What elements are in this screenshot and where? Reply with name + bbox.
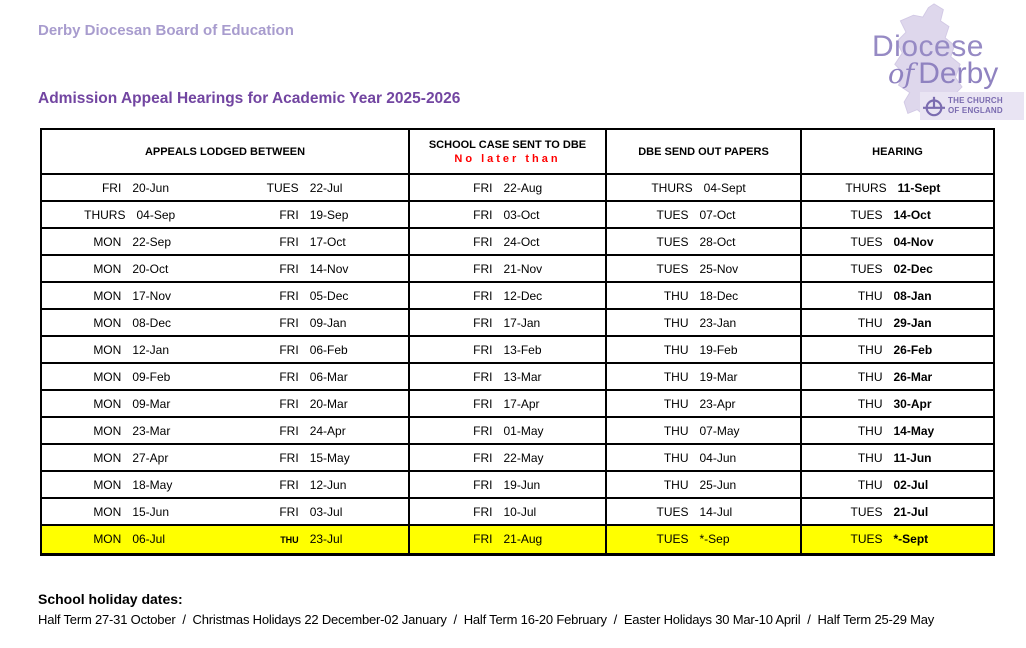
date-label: 29-Jan	[893, 315, 932, 330]
date-label: 22-Jul	[309, 180, 343, 195]
cell-hearing	[801, 525, 994, 554]
date-label: 12-Jun	[309, 477, 347, 492]
table-row	[41, 201, 994, 228]
table-row	[41, 255, 994, 282]
day-label: FRI	[473, 423, 493, 438]
day-label: MON	[93, 450, 122, 465]
day-label: TUES	[850, 504, 883, 519]
coe-line2: OF ENGLAND	[948, 106, 1003, 115]
date-label: 23-Mar	[132, 423, 171, 438]
day-label: FRI	[279, 288, 299, 303]
cell-dbe-send-papers	[606, 471, 801, 498]
cell-dbe-send-papers	[606, 309, 801, 336]
date-label: 20-Oct	[132, 261, 169, 276]
date-label: 11-Jun	[893, 450, 932, 465]
cell-school-case-sent	[409, 174, 606, 201]
date-label: *-Sept	[893, 532, 929, 547]
day-label: TUES	[656, 234, 689, 249]
day-label: THU	[663, 477, 689, 492]
day-label: THU	[663, 315, 689, 330]
hearings-table	[40, 128, 995, 556]
date-label: 13-Feb	[503, 342, 542, 357]
coe-line1: THE CHURCH	[948, 96, 1003, 106]
date-label: 25-Nov	[699, 261, 739, 276]
cell-school-case-sent	[409, 444, 606, 471]
cell-dbe-send-papers	[606, 201, 801, 228]
cell-appeals-lodged	[41, 174, 409, 201]
date-label: 08-Dec	[132, 315, 171, 330]
date-label: 26-Mar	[893, 369, 933, 384]
logo-diocese-text: Diocese	[872, 30, 984, 63]
cell-appeals-lodged	[41, 255, 409, 282]
cell-dbe-send-papers	[606, 498, 801, 525]
date-label: 15-May	[309, 450, 350, 465]
cell-appeals-lodged	[41, 417, 409, 444]
day-label: TUES	[656, 207, 689, 222]
header-hearing	[801, 129, 994, 174]
org-title: Derby Diocesan Board of Education	[38, 22, 294, 39]
date-label: 14-Nov	[309, 261, 349, 276]
date-label: 04-Sept	[703, 180, 746, 195]
date-label: 17-Oct	[309, 234, 346, 249]
date-label: 24-Oct	[503, 234, 540, 249]
cell-school-case-sent	[409, 363, 606, 390]
day-label: THU	[857, 342, 883, 357]
day-label: FRI	[279, 369, 299, 384]
date-label: *-Sep	[699, 532, 730, 547]
logo-derby-text: Derby	[918, 57, 999, 90]
church-of-england-cross-icon	[923, 95, 945, 117]
cell-school-case-sent	[409, 336, 606, 363]
church-of-england-label	[948, 96, 1003, 115]
table-row-highlighted	[41, 525, 994, 554]
table-row	[41, 444, 994, 471]
header-school-case	[409, 129, 606, 174]
header-appeals-lodged	[41, 129, 409, 174]
date-label: 09-Feb	[132, 369, 171, 384]
date-label: 18-Dec	[699, 288, 739, 303]
holiday-dates-heading: School holiday dates:	[38, 591, 183, 607]
day-label: THURS	[651, 180, 693, 195]
date-label: 23-Jul	[309, 532, 343, 547]
cell-school-case-sent	[409, 417, 606, 444]
cell-school-case-sent	[409, 282, 606, 309]
day-label: TUES	[850, 261, 883, 276]
date-label: 22-Aug	[503, 180, 543, 195]
cell-school-case-sent	[409, 471, 606, 498]
day-label: FRI	[279, 207, 299, 222]
day-label: THU	[857, 369, 883, 384]
cell-appeals-lodged	[41, 525, 409, 554]
cell-dbe-send-papers	[606, 390, 801, 417]
day-label: FRI	[279, 396, 299, 411]
day-label: FRI	[279, 477, 299, 492]
date-label: 19-Feb	[699, 342, 738, 357]
cell-appeals-lodged	[41, 309, 409, 336]
table-row	[41, 228, 994, 255]
cell-appeals-lodged	[41, 498, 409, 525]
cell-dbe-send-papers	[606, 282, 801, 309]
day-label: FRI	[473, 288, 493, 303]
cell-dbe-send-papers	[606, 417, 801, 444]
day-label: MON	[93, 423, 122, 438]
cell-dbe-send-papers	[606, 336, 801, 363]
day-label: MON	[93, 234, 122, 249]
day-label: MON	[93, 396, 122, 411]
day-label: FRI	[473, 450, 493, 465]
table-row	[41, 471, 994, 498]
date-label: 17-Apr	[503, 396, 540, 411]
date-label: 21-Jul	[893, 504, 929, 519]
day-label: TUES	[656, 532, 689, 547]
date-label: 11-Sept	[897, 180, 941, 195]
day-label: TUES	[266, 180, 299, 195]
date-label: 09-Jan	[309, 315, 347, 330]
cell-dbe-send-papers	[606, 174, 801, 201]
date-label: 20-Mar	[309, 396, 348, 411]
date-label: 22-Sep	[132, 234, 172, 249]
day-label: FRI	[473, 180, 493, 195]
cell-hearing	[801, 363, 994, 390]
day-label: FRI	[279, 504, 299, 519]
date-label: 10-Jul	[503, 504, 537, 519]
day-label: FRI	[473, 369, 493, 384]
cell-school-case-sent	[409, 309, 606, 336]
cell-dbe-send-papers	[606, 444, 801, 471]
date-label: 22-May	[503, 450, 544, 465]
cell-hearing	[801, 336, 994, 363]
day-label: MON	[93, 532, 122, 547]
day-label: THU	[663, 342, 689, 357]
date-label: 06-Mar	[309, 369, 348, 384]
cell-appeals-lodged	[41, 282, 409, 309]
day-label: TUES	[850, 532, 883, 547]
day-label: THU	[663, 423, 689, 438]
day-label: FRI	[279, 315, 299, 330]
day-label: FRI	[473, 207, 493, 222]
cell-hearing	[801, 417, 994, 444]
header-school-case-label: SCHOOL CASE SENT TO DBE	[428, 138, 587, 151]
table-row	[41, 309, 994, 336]
header-no-later-than-label: No later than	[454, 152, 561, 165]
date-label: 03-Oct	[503, 207, 540, 222]
table-row	[41, 282, 994, 309]
cell-dbe-send-papers	[606, 363, 801, 390]
date-label: 12-Jan	[132, 342, 170, 357]
day-label: FRI	[473, 261, 493, 276]
date-label: 03-Jul	[309, 504, 343, 519]
day-label: FRI	[473, 342, 493, 357]
date-label: 02-Dec	[893, 261, 933, 276]
date-label: 20-Jun	[132, 180, 170, 195]
day-label: FRI	[279, 342, 299, 357]
day-label: MON	[93, 369, 122, 384]
day-label: FRI	[473, 234, 493, 249]
date-label: 19-Jun	[503, 477, 541, 492]
cell-school-case-sent	[409, 525, 606, 554]
day-label: FRI	[473, 396, 493, 411]
date-label: 07-May	[699, 423, 740, 438]
date-label: 17-Nov	[132, 288, 171, 303]
date-label: 28-Oct	[699, 234, 736, 249]
cell-hearing	[801, 201, 994, 228]
header-dbe-send-papers-label: DBE SEND OUT PAPERS	[638, 145, 769, 158]
cell-hearing	[801, 471, 994, 498]
date-label: 04-Sep	[136, 207, 176, 222]
day-label: FRI	[279, 423, 299, 438]
cell-hearing	[801, 444, 994, 471]
date-label: 06-Feb	[309, 342, 348, 357]
cell-appeals-lodged	[41, 390, 409, 417]
date-label: 01-May	[503, 423, 544, 438]
table-header-row	[41, 129, 994, 174]
cell-school-case-sent	[409, 498, 606, 525]
date-label: 23-Apr	[699, 396, 736, 411]
logo-of-text: of	[888, 59, 915, 90]
date-label: 13-Mar	[503, 369, 542, 384]
table-row	[41, 174, 994, 201]
cell-hearing	[801, 309, 994, 336]
day-label: MON	[93, 504, 122, 519]
cell-hearing	[801, 390, 994, 417]
date-label: 23-Jan	[699, 315, 737, 330]
day-label: MON	[93, 261, 122, 276]
date-label: 02-Jul	[893, 477, 929, 492]
cell-dbe-send-papers	[606, 255, 801, 282]
date-label: 14-May	[893, 423, 935, 438]
date-label: 17-Jan	[503, 315, 541, 330]
day-label: FRI	[473, 477, 493, 492]
day-label: THU	[857, 288, 883, 303]
cell-appeals-lodged	[41, 336, 409, 363]
cell-dbe-send-papers	[606, 228, 801, 255]
table-row	[41, 363, 994, 390]
cell-school-case-sent	[409, 201, 606, 228]
date-label: 18-May	[132, 477, 173, 492]
day-label: TUES	[850, 234, 883, 249]
day-label: THURS	[84, 207, 126, 222]
hearings-table-body	[41, 174, 994, 554]
day-label: FRI	[473, 504, 493, 519]
day-label: THU	[663, 288, 689, 303]
table-row	[41, 417, 994, 444]
logo-of-derby-text	[888, 57, 998, 91]
date-label: 14-Jul	[699, 504, 733, 519]
date-label: 15-Jun	[132, 504, 170, 519]
diocese-of-derby-logo	[866, 2, 1026, 124]
cell-appeals-lodged	[41, 471, 409, 498]
day-label: FRI	[279, 450, 299, 465]
cell-school-case-sent	[409, 390, 606, 417]
table-row	[41, 390, 994, 417]
date-label: 04-Jun	[699, 450, 737, 465]
church-of-england-banner	[920, 92, 1024, 120]
date-label: 24-Apr	[309, 423, 346, 438]
date-label: 08-Jan	[893, 288, 932, 303]
document-title: Admission Appeal Hearings for Academic Year 2025-2026	[38, 90, 461, 107]
header-appeals-lodged-label: APPEALS LODGED BETWEEN	[144, 145, 306, 158]
day-label: THU	[857, 315, 883, 330]
date-label: 27-Apr	[132, 450, 169, 465]
date-label: 06-Jul	[132, 532, 165, 547]
day-label: THU	[857, 477, 883, 492]
date-label: 25-Jun	[699, 477, 737, 492]
date-label: 19-Sep	[309, 207, 349, 222]
date-label: 26-Feb	[893, 342, 933, 357]
date-label: 07-Oct	[699, 207, 736, 222]
day-label: FRI	[279, 234, 299, 249]
cell-hearing	[801, 498, 994, 525]
date-label: 30-Apr	[893, 396, 932, 411]
day-label: FRI	[473, 315, 493, 330]
table-row	[41, 498, 994, 525]
date-label: 21-Nov	[503, 261, 543, 276]
header-hearing-label: HEARING	[872, 145, 923, 158]
day-label: MON	[93, 315, 122, 330]
holiday-dates-text: Half Term 27-31 October / Christmas Holidays 22 December-02 January / Half Term 16-20 February / Easter Holidays 30 Mar-10 April / Half Term 25-29 May	[38, 612, 935, 627]
day-label: TUES	[656, 504, 689, 519]
day-label: THU	[857, 450, 883, 465]
day-label: FRI	[279, 261, 299, 276]
day-label: MON	[93, 477, 122, 492]
day-label: TUES	[656, 261, 689, 276]
header-dbe-send-papers	[606, 129, 801, 174]
cell-appeals-lodged	[41, 363, 409, 390]
cell-appeals-lodged	[41, 201, 409, 228]
cell-appeals-lodged	[41, 444, 409, 471]
cell-hearing	[801, 255, 994, 282]
day-label: FRI	[473, 532, 493, 547]
date-label: 19-Mar	[699, 369, 738, 384]
day-label: THU	[857, 423, 883, 438]
day-label: THU	[280, 535, 299, 546]
cell-appeals-lodged	[41, 228, 409, 255]
cell-dbe-send-papers	[606, 525, 801, 554]
date-label: 12-Dec	[503, 288, 543, 303]
date-label: 21-Aug	[503, 532, 543, 547]
day-label: THU	[857, 396, 883, 411]
day-label: THU	[663, 369, 689, 384]
cell-hearing	[801, 228, 994, 255]
day-label: THU	[663, 396, 689, 411]
day-label: MON	[93, 342, 122, 357]
cell-school-case-sent	[409, 255, 606, 282]
cell-hearing	[801, 282, 994, 309]
day-label: THURS	[845, 180, 887, 195]
day-label: THU	[663, 450, 689, 465]
cell-hearing	[801, 174, 994, 201]
cell-school-case-sent	[409, 228, 606, 255]
table-row	[41, 336, 994, 363]
date-label: 04-Nov	[893, 234, 934, 249]
day-label: FRI	[101, 180, 122, 195]
date-label: 14-Oct	[893, 207, 931, 222]
day-label: TUES	[850, 207, 883, 222]
date-label: 05-Dec	[309, 288, 349, 303]
date-label: 09-Mar	[132, 396, 171, 411]
day-label: MON	[93, 288, 122, 303]
